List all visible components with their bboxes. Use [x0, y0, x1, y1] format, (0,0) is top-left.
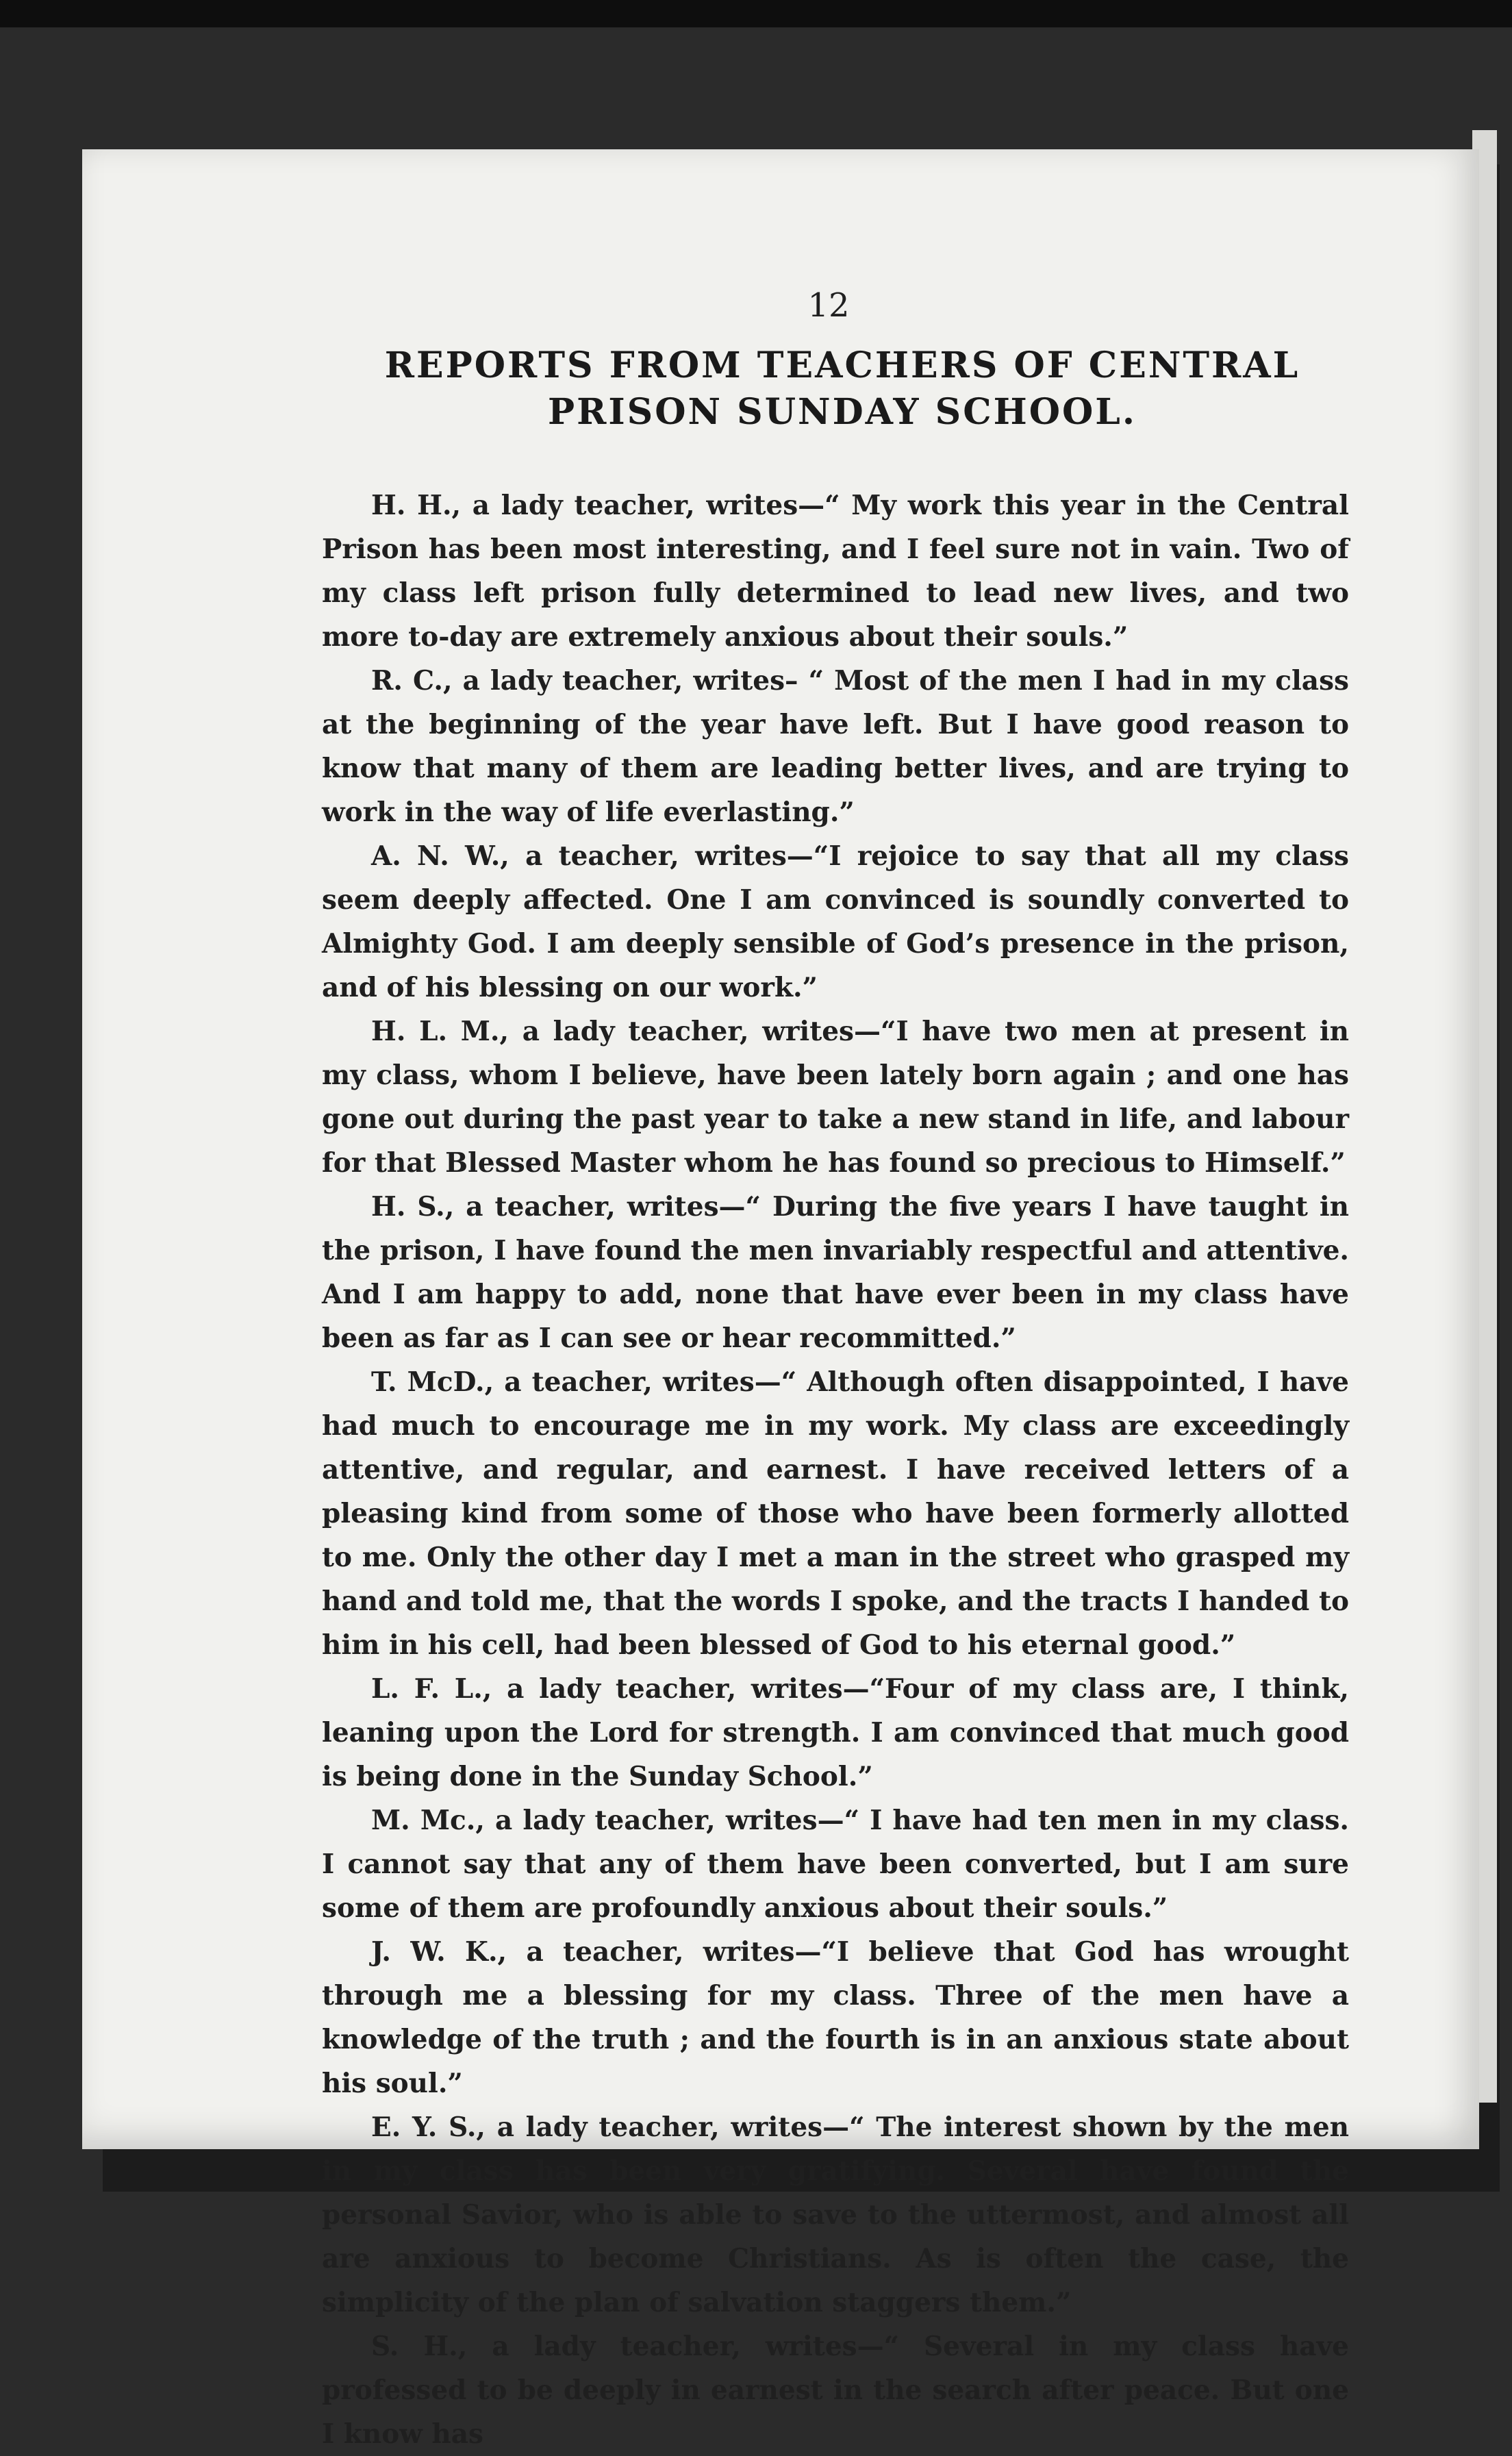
report-paragraph-mmc: M. Mc., a lady teacher, writes—“ I have had ten men in my class. I cannot say that any of them have been converted, but I am sure some of them are profoundly anxious about their souls.”	[322, 1805, 1349, 1924]
report-paragraph-hlm: H. L. M., a lady teacher, writes—“I have two men at present in my class, whom I believe, have been lately born again ; and one has gone out during the past year to take a new stand in life, and labour for that Blessed Master whom he has found so precious to Himself.”	[322, 1016, 1349, 1179]
report-paragraph-hh: H. H., a lady teacher, writes—“ My work this year in the Central Prison has been most interesting, and I feel sure not in vain. Two of my class left prison fully determined to lead new lives, and two more to-day are extremely anxious about their souls.”	[322, 490, 1349, 653]
report-paragraph-lfl: L. F. L., a lady teacher, writes—“Four of my class are, I think, leaning upon the Lord for strength. I am convinced that much good is being done in the Sunday School.”	[322, 1673, 1349, 1792]
title-line-2: PRISON SUNDAY SCHOOL.	[548, 391, 1137, 433]
report-paragraph-jwk: J. W. K., a teacher, writes—“I believe that God has wrought through me a blessing for my class. Three of the men have a knowledge of the truth ; and the fourth is in an anxious state about his soul.”	[322, 1936, 1349, 2099]
page-title	[322, 342, 1363, 436]
report-paragraph-eys: E. Y. S., a lady teacher, writes—“ The interest shown by the men in my class has been very gratifying. Several have found the personal Savior, who is able to save to the uttermost, and almost all are anxious to become Christians. As is often the case, the simplicity of the plan of salvation staggers them.”	[322, 2112, 1349, 2318]
report-paragraph-hs: H. S., a teacher, writes—“ During the five years I have taught in the prison, I have found the men invariably respectful and attentive. And I am happy to add, none that have ever been in my class have been as far as I can see or hear recommitted.”	[322, 1191, 1349, 1354]
report-paragraph-anw: A. N. W., a teacher, writes—“I rejoice to say that all my class seem deeply affected. One I am convinced is soundly converted to Almighty God. I am deeply sensible of God’s presence in the prison, and of his blessing on our work.”	[322, 840, 1349, 1003]
title-line-1: REPORTS FROM TEACHERS OF CENTRAL	[384, 344, 1300, 386]
scanner-backdrop	[0, 0, 1512, 27]
report-paragraph-rc: R. C., a lady teacher, writes– “ Most of the men I had in my class at the beginning of the year have left. But I have good reason to know that many of them are leading better lives, and are trying to work in the way of life everlasting.”	[322, 665, 1349, 828]
report-body	[322, 484, 1349, 2456]
report-paragraph-sh: S. H., a lady teacher, writes—“ Several in my class have professed to be deeply in earnest in the search after peace. But one I know has	[322, 2331, 1349, 2450]
page-number: 12	[807, 286, 850, 325]
report-paragraph-tmcd: T. McD., a teacher, writes—“ Although often disappointed, I have had much to encourage me in my work. My class are exceedingly attentive, and regular, and earnest. I have received letters of a pleasing kind from some of those who have been formerly allotted to me. Only the other day I met a man in the street who grasped my hand and told me, that the words I spoke, and the tracts I handed to him in his cell, had been blessed of God to his eternal good.”	[322, 1366, 1349, 1661]
